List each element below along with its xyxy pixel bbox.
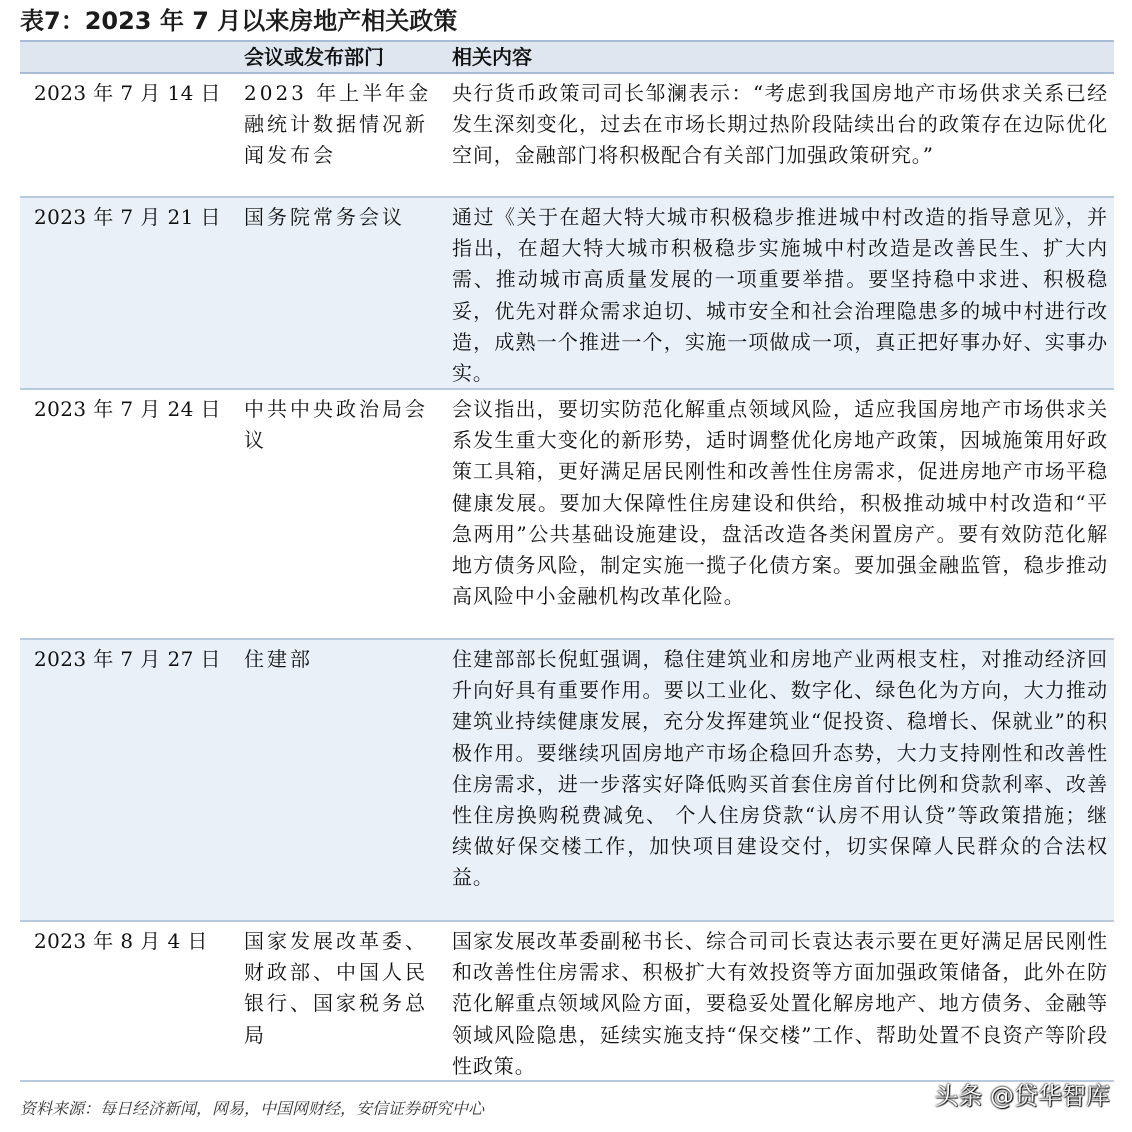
row-content: 住建部部长倪虹强调，稳住建筑业和房地产业两根支柱，对推动经济回升向好具有重要作用。要以工业化、数字化、绿色化为方向，大力推动建筑业持续健康发展，充分发挥建筑业“促投资、稳增长、保就业”的积极作用。要继续巩固房地产市场企稳回升态势，大力支持刚性和改善性住房需求，进一步落实好降低购买首套住房首付比例和贷款利率、改善性住房换购税费减免、 个人住房贷款“认房不用认贷”等政策措施；继续做好保交楼工作，加快项目建设交付，切实保障人民群众的合法权益。 [452, 647, 1108, 890]
header-dept: 会议或发布部门 [244, 45, 384, 69]
table-title: 表7：2023 年 7 月以来房地产相关政策 [20, 7, 458, 35]
row-date: 2023 年 7 月 21 日 [34, 205, 221, 229]
row-content: 通过《关于在超大特大城市积极稳步推进城中村改造的指导意见》，并指出，在超大特大城市积极稳步实施城中村改造是改善民生、扩大内需、推动城市高质量发展的一项重要举措。要坚持稳中求进、积极稳妥，优先对群众需求迫切、城市安全和社会治理隐患多的城中村进行改造，成熟一个推进一个，实施一项做成一项，真正把好事办好、实事办实。 [452, 205, 1108, 386]
row-date: 2023 年 7 月 14 日 [34, 81, 221, 105]
row-dept: 住建部 [244, 647, 313, 671]
source-note: 资料来源：每日经济新闻，网易，中国网财经，安信证券研究中心 [20, 1099, 485, 1118]
table-header [20, 40, 1114, 74]
table-row [20, 74, 1114, 198]
row-dept: 国家发展改革委、财政部、中国人民银行、国家税务总局 [244, 929, 428, 1047]
table-row [20, 198, 1114, 390]
row-dept: 中共中央政治局会议 [244, 397, 428, 453]
row-dept: 国务院常务会议 [244, 205, 405, 229]
row-content: 国家发展改革委副秘书长、综合司司长袁达表示要在更好满足居民刚性和改善性住房需求、积极扩大有效投资等方面加强政策储备，此外在防范化解重点领域风险方面，要稳妥处置化解房地产、地方债务、金融等领域风险隐患，延续实施支持“保交楼”工作、帮助处置不良资产等阶段性政策。 [452, 929, 1108, 1078]
row-dept: 2023 年上半年金融统计数据情况新闻发布会 [244, 81, 432, 168]
row-content: 央行货币政策司司长邹澜表示：“考虑到我国房地产市场供求关系已经发生深刻变化，过去在市场长期过热阶段陆续出台的政策存在边际优化空间，金融部门将积极配合有关部门加强政策研究。” [452, 81, 1108, 168]
row-date: 2023 年 7 月 24 日 [34, 397, 221, 421]
row-date: 2023 年 8 月 4 日 [34, 929, 208, 953]
table-row [20, 922, 1114, 1082]
table-row [20, 390, 1114, 640]
header-content: 相关内容 [452, 45, 532, 69]
row-content: 会议指出，要切实防范化解重点领域风险，适应我国房地产市场供求关系发生重大变化的新形势，适时调整优化房地产政策，因城施策用好政策工具箱，更好满足居民刚性和改善性住房需求，促进房地产市场平稳健康发展。要加大保障性住房建设和供给，积极推动城中村改造和“平急两用”公共基础设施建设，盘活改造各类闲置房产。要有效防范化解地方债务风险，制定实施一揽子化债方案。要加强金融监管，稳步推动高风险中小金融机构改革化险。 [452, 397, 1108, 609]
table-row [20, 640, 1114, 922]
row-date: 2023 年 7 月 27 日 [34, 647, 221, 671]
policy-table [20, 40, 1114, 1082]
watermark: 头条 @贷华智库 [934, 1082, 1110, 1110]
header-date [20, 42, 242, 72]
